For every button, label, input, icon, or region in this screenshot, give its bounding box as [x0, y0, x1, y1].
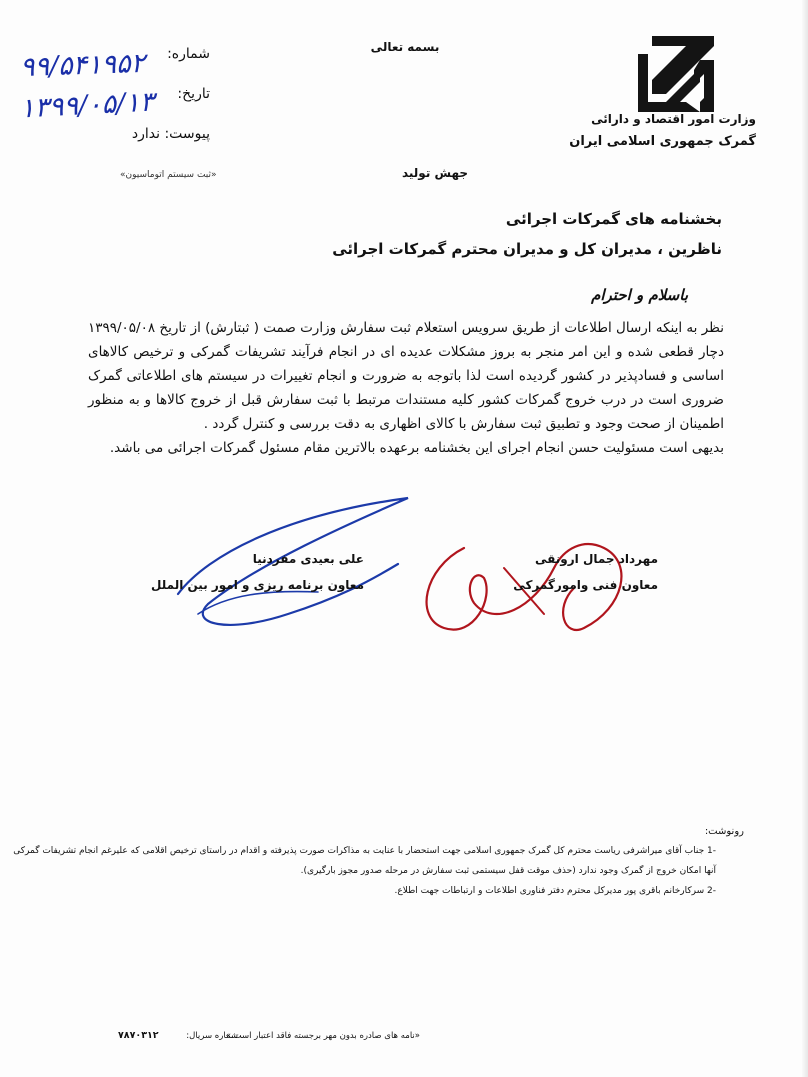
signer-name: مهرداد جمال ارونقی: [535, 552, 658, 566]
purpose-label: جهش تولید: [401, 166, 469, 180]
circular-title: بخشنامه های گمرکات اجرائی: [505, 210, 722, 228]
system-registration-note: «ثبت سیستم اتوماسیون»: [120, 170, 217, 180]
letter-number-value: ۹۹/۵۴۱۹۵۲: [19, 47, 146, 84]
number-label: شماره:: [167, 46, 210, 62]
serial-value: ۷۸۷۰۳۱۲: [118, 1030, 159, 1041]
copy-recipient-line: -2 سرکارخانم باقری پور مدیرکل محترم دفتر فناوری اطلاعات و ارتباطات جهت اطلاع.: [394, 886, 716, 896]
letter-date-value: ۱۳۹۹/۰۵/۱۳: [19, 86, 155, 125]
customs-logo-icon: [638, 36, 714, 112]
body-paragraph: بدیهی است مسئولیت حسن انجام اجرای این بخشنامه برعهده بالاترین مقام مسئول گمرکات اجرائی می باشد.: [109, 440, 724, 456]
body-paragraph: نظر به اینکه ارسال اطلاعات از طریق سرویس استعلام ثبت سفارش وزارت صمت ( ثبتارش) از تاریخ ۱۳۹۹/۰۵/۰۸ دچار قطعی شده و این امر منجر به بروز مشکلات عدیده ای در انجام فرآیند تشریفات گمرکی و ترخیص کالاهای اساسی و فسادپذیر در کشور گردیده است لذا باتوجه به ضرورت و انجام تغییرات در سیستم های اطلاعاتی گمرک ضروری است در درب خروج گمرکات کشور کلیه مستندات مرتبط با ثبت سفارش قبل از خروج کالاها و به منظور اطمینان از صحت وجود و تطبیق ثبت سفارش با کالای اظهاری به دقت بررسی و کنترل گردد .: [88, 320, 724, 432]
signature-blue: [168, 494, 418, 644]
attachment-label: پیوست: ندارد: [131, 126, 210, 142]
copy-recipient-line: آنها امکان خروج از گمرک وجود ندارد (حذف موقت قفل سیستمی ثبت سفارش در مرحله صدور مجوز بارگیری).: [300, 866, 716, 876]
signer-title: معاون فنی وامورگمرکی: [513, 578, 658, 592]
copies-label: رونوشت:: [704, 826, 744, 837]
signer-title: معاون برنامه ریزی و امور بین الملل: [151, 578, 364, 592]
org-customs-line: گمرک جمهوری اسلامی ایران: [569, 134, 756, 149]
copy-recipient-line: -1 جناب آقای میراشرفی ریاست محترم کل گمرک جمهوری اسلامی جهت استحضار با عنایت به مذاکرات صورت پذیرفته و اقدام در راستای ترخیص اقلامی که علیرغم انجام تشریفات گمرکی: [13, 846, 716, 856]
recipients-line: ناظرین ، مدیران کل و مدیران محترم گمرکات اجرائی: [332, 240, 722, 258]
invocation: بسمه تعالی: [370, 40, 440, 54]
org-ministry-line: وزارت امور اقتصاد و دارائی: [591, 112, 756, 126]
signer-name: علی بعیدی مفردنیا: [252, 552, 364, 566]
footer-validity-note: «نامه های صادره بدون مهر برجسته فاقد اعتبار است.»: [225, 1031, 420, 1041]
page-edge-shadow: [802, 0, 808, 1077]
date-label: تاریخ:: [177, 86, 210, 102]
letter-body: [88, 316, 724, 460]
greeting: باسلام و احترام: [591, 286, 688, 304]
serial-label: شماره سریال:: [186, 1031, 238, 1041]
